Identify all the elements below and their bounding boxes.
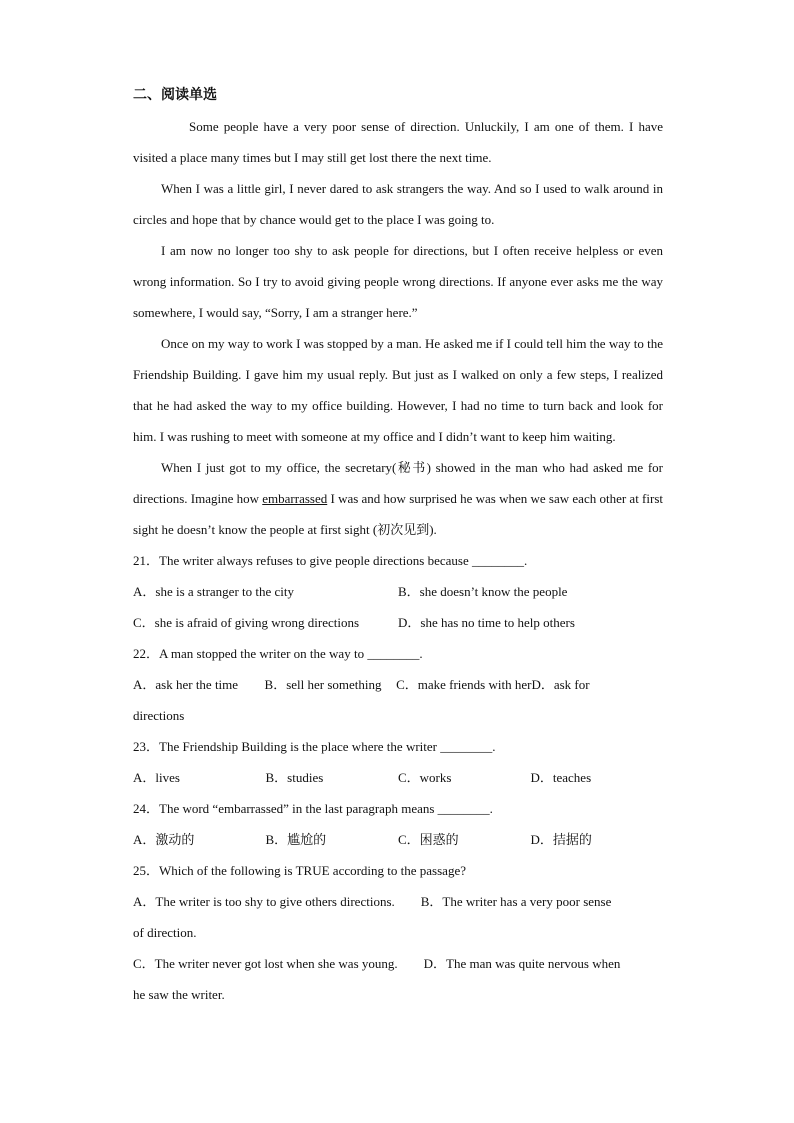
question-24-option-d[interactable]: D．拮据的 [530,832,592,847]
question-25-options-cd-continued: he saw the writer. [133,987,225,1002]
question-21-stem: 21．The writer always refuses to give people directions because ________. [133,553,528,568]
question-23-stem: 23．The Friendship Building is the place where the writer ________. [133,739,496,754]
question-21-options-row-1 [133,576,663,607]
paragraph-5-text-before: When I just got to my office, the secretary(秘书) showed in the man who had asked me for directions. Imagine how [133,460,663,506]
paragraph-5-text-after: I was and how surprised he was when we saw each other at first sight he doesn’t know the people at first sight (初次见到). [133,491,664,537]
question-25-stem: 25．Which of the following is TRUE according to the passage? [133,863,466,878]
question-24-option-a[interactable]: A．激动的 [133,832,195,847]
question-24-options [133,824,663,855]
passage-paragraph-4: Once on my way to work I was stopped by a man. He asked me if I could tell him the way to the Friendship Building. I gave him my usual reply. But just as I walked on only a few steps, I realized that he had asked the way to my office building. However, I had no time to turn back and look for him. I was rushing to meet with someone at my office and I didn’t want to keep him waiting. [133,336,663,444]
underlined-word: embarrassed [262,491,328,506]
question-22-option-d-continued: directions [133,708,185,723]
question-22-option-b[interactable]: B．sell her something [264,677,382,692]
question-22-option-c[interactable]: C．make friends with her [396,677,532,692]
question-25-options-cd[interactable]: C．The writer never got lost when she was young. D．The man was quite nervous when [133,956,621,971]
question-22-option-d[interactable]: D．ask for [531,677,590,692]
question-23-option-a[interactable]: A．lives [133,770,180,785]
passage-paragraph-2: When I was a little girl, I never dared to ask strangers the way. And so I used to walk around in circles and hope that by chance would get to the place I was going to. [133,181,663,227]
question-21-options-row-2 [133,607,663,638]
passage-paragraph-3: I am now no longer too shy to ask people for directions, but I often receive helpless or even wrong information. So I try to avoid giving people wrong directions. If anyone ever asks me the way somewhere, I would say, “Sorry, I am a stranger here.” [133,243,663,320]
question-24-option-b[interactable]: B．尴尬的 [265,832,327,847]
passage-paragraph-5 [133,452,663,545]
document-page [133,80,663,1010]
question-22-stem: 22．A man stopped the writer on the way to ________. [133,646,423,661]
question-21-option-d[interactable]: D．she has no time to help others [398,615,575,630]
section-title: 二、阅读单选 [133,88,217,103]
question-24-option-c[interactable]: C．困惑的 [398,832,459,847]
question-21-option-c[interactable]: C．she is afraid of giving wrong directions [133,615,360,630]
question-21-option-b[interactable]: B．she doesn’t know the people [398,584,568,599]
question-21-option-a[interactable]: A．she is a stranger to the city [133,584,295,599]
question-22-options [133,669,663,700]
passage-paragraph-1: Some people have a very poor sense of direction. Unluckily, I am one of them. I have visited a place many times but I may still get lost there the next time. [133,119,663,165]
question-23-option-c[interactable]: C．works [398,770,452,785]
question-23-option-d[interactable]: D．teaches [530,770,592,785]
question-23-options [133,762,663,793]
question-25-options-ab-continued: of direction. [133,925,197,940]
question-22-option-a[interactable]: A．ask her the time [133,677,239,692]
question-25-options-ab[interactable]: A．The writer is too shy to give others directions. B．The writer has a very poor sense [133,894,612,909]
question-24-stem: 24．The word “embarrassed” in the last paragraph means ________. [133,801,493,816]
question-23-option-b[interactable]: B．studies [265,770,324,785]
